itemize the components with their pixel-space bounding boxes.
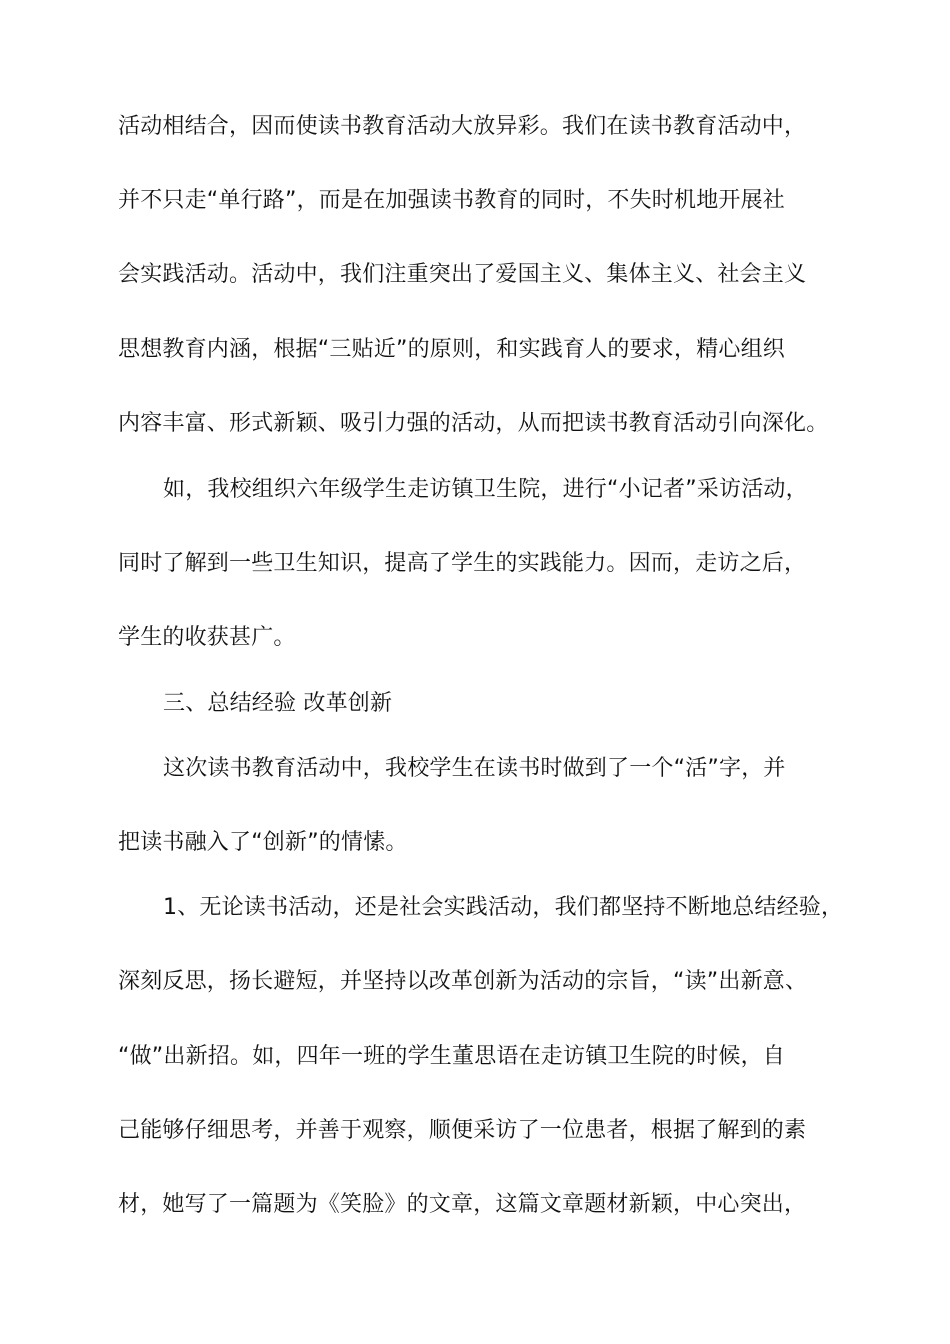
text-line: 深刻反思，扬长避短，并坚持以改革创新为活动的宗旨，“读”出新意、	[118, 969, 808, 994]
text-line: 学生的收获甚广。	[118, 625, 296, 650]
paragraph-start-line: 如，我校组织六年级学生走访镇卫生院，进行“小记者”采访活动，	[163, 477, 808, 502]
text-line: 己能够仔细思考，并善于观察，顺便采访了一位患者，根据了解到的素	[118, 1118, 807, 1143]
text-line: 会实践活动。活动中，我们注重突出了爱国主义、集体主义、社会主义	[118, 262, 807, 287]
section-heading: 三、总结经验 改革创新	[163, 691, 393, 716]
text-line: 思想教育内涵，根据“三贴近”的原则，和实践育人的要求，精心组织	[118, 337, 785, 362]
paragraph-start-line: 1、无论读书活动，还是社会实践活动，我们都坚持不断地总结经验，	[163, 895, 844, 920]
text-line: 内容丰富、形式新颖、吸引力强的活动，从而把读书教育活动引向深化。	[118, 411, 829, 436]
text-line: 把读书融入了“创新”的情愫。	[118, 830, 408, 855]
paragraph-start-line: 这次读书教育活动中，我校学生在读书时做到了一个“活”字，并	[163, 756, 786, 781]
text-line: 同时了解到一些卫生知识，提高了学生的实践能力。因而，走访之后，	[118, 551, 807, 576]
text-line: 材，她写了一篇题为《笑脸》的文章，这篇文章题材新颖，中心突出，	[118, 1192, 807, 1217]
text-line: 并不只走“单行路”，而是在加强读书教育的同时，不失时机地开展社	[118, 188, 785, 213]
text-line: 活动相结合，因而使读书教育活动大放异彩。我们在读书教育活动中，	[118, 114, 807, 139]
text-line: “做”出新招。如，四年一班的学生董思语在走访镇卫生院的时候，自	[118, 1044, 785, 1069]
